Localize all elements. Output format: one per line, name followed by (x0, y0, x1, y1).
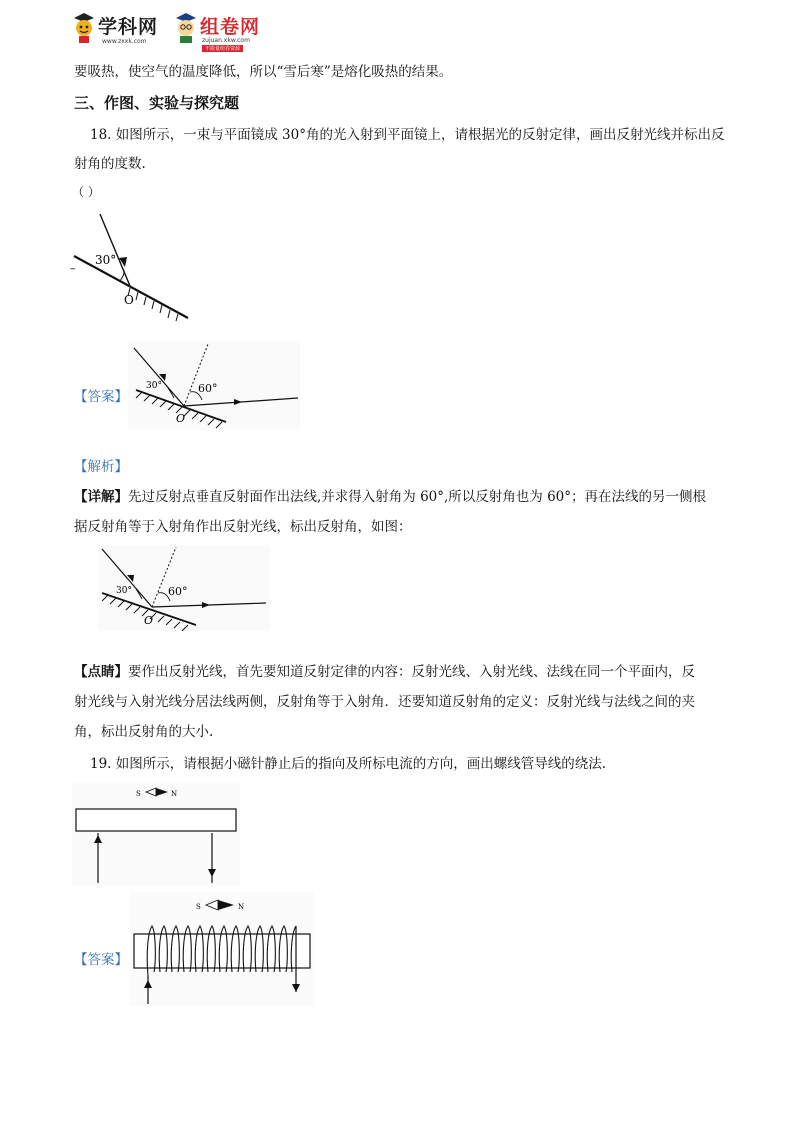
comment-line-3: 角，标出反射角的大小. (74, 724, 214, 740)
comment-line-1 (74, 662, 695, 682)
analysis-label: 【解析】 (74, 459, 128, 475)
logo-zujuan-strip: 不限量组卷资源 (202, 45, 243, 52)
logo-zxxk-text: 学科网 (98, 16, 159, 38)
detail-line-1 (74, 487, 706, 507)
logo-zxxk-url: www.zxxk.com (102, 38, 147, 45)
header-logo-zxxk (72, 10, 172, 46)
q19-figure (72, 783, 240, 887)
answer-18-figure (128, 342, 300, 430)
zujuan-mascot-icon (174, 12, 198, 44)
det18-reflect-angle: 60° (168, 585, 188, 598)
comment-label: 【点睛】 (74, 664, 128, 680)
answer-label-19: 【答案】 (74, 952, 128, 968)
ans19-n-label: N (238, 903, 245, 911)
logo-zujuan-url: zujuan.xkw.com (202, 37, 250, 44)
q18-figure (70, 206, 195, 322)
answer-19-figure (130, 892, 314, 1006)
logo-zujuan-text: 组卷网 (200, 16, 261, 38)
ans18-incident-angle: 30° (146, 381, 162, 391)
q18-point-label: O (124, 293, 134, 307)
q19-n-label: N (171, 790, 178, 798)
zxxk-mascot-icon (72, 12, 96, 44)
ans18-point-label: O (176, 412, 186, 425)
q18-answer-blank: （ ） (72, 185, 100, 199)
ans19-s-label: S (196, 903, 201, 911)
prev-answer-end: 要吸热，使空气的温度降低，所以“雪后寒”是熔化吸热的结果。 (74, 64, 453, 80)
detail-line-2: 据反射角等于入射角作出反射光线，标出反射角，如图： (74, 519, 412, 535)
q19-s-label: S (136, 790, 141, 798)
section-heading: 三、作图、实验与探究题 (74, 94, 240, 112)
comment-line-2: 射光线与入射光线分居法线两侧，反射角等于入射角．还要知道反射角的定义：反射光线与法线之间的夹 (74, 694, 695, 710)
detail-18-figure (98, 545, 270, 631)
q18-dash-label: – (70, 262, 76, 275)
comment-text-1: 要作出反射光线，首先要知道反射定律的内容：反射光线、入射光线、法线在同一个平面内，反 (128, 664, 695, 680)
incident-ray (100, 214, 130, 286)
mirror-line (74, 256, 188, 318)
detail-label: 【详解】 (74, 489, 128, 505)
answer-label-18: 【答案】 (74, 389, 128, 405)
q18-line-2: 射角的度数. (74, 156, 146, 172)
q18-line-1: 18. 如图所示，一束与平面镜成 30°角的光入射到平面镜上，请根据光的反射定律，画出反射光线并标出反 (90, 127, 725, 143)
mirror-hatch (128, 288, 178, 321)
detail-text-1: 先过反射点垂直反射面作出法线,并求得入射角为 60°,所以反射角也为 60°；再在法线的另一侧根 (128, 489, 707, 505)
solenoid-core (76, 809, 236, 831)
header-logo-zujuan (174, 10, 274, 52)
det18-incident-angle: 30° (116, 586, 132, 596)
det18-point-label: O (144, 614, 154, 627)
ans18-reflect-angle: 60° (198, 382, 218, 395)
q19-line-1: 19. 如图所示，请根据小磁针静止后的指向及所标电流的方向，画出螺线管导线的绕法. (90, 756, 607, 772)
q18-angle-label: 30° (95, 253, 117, 267)
